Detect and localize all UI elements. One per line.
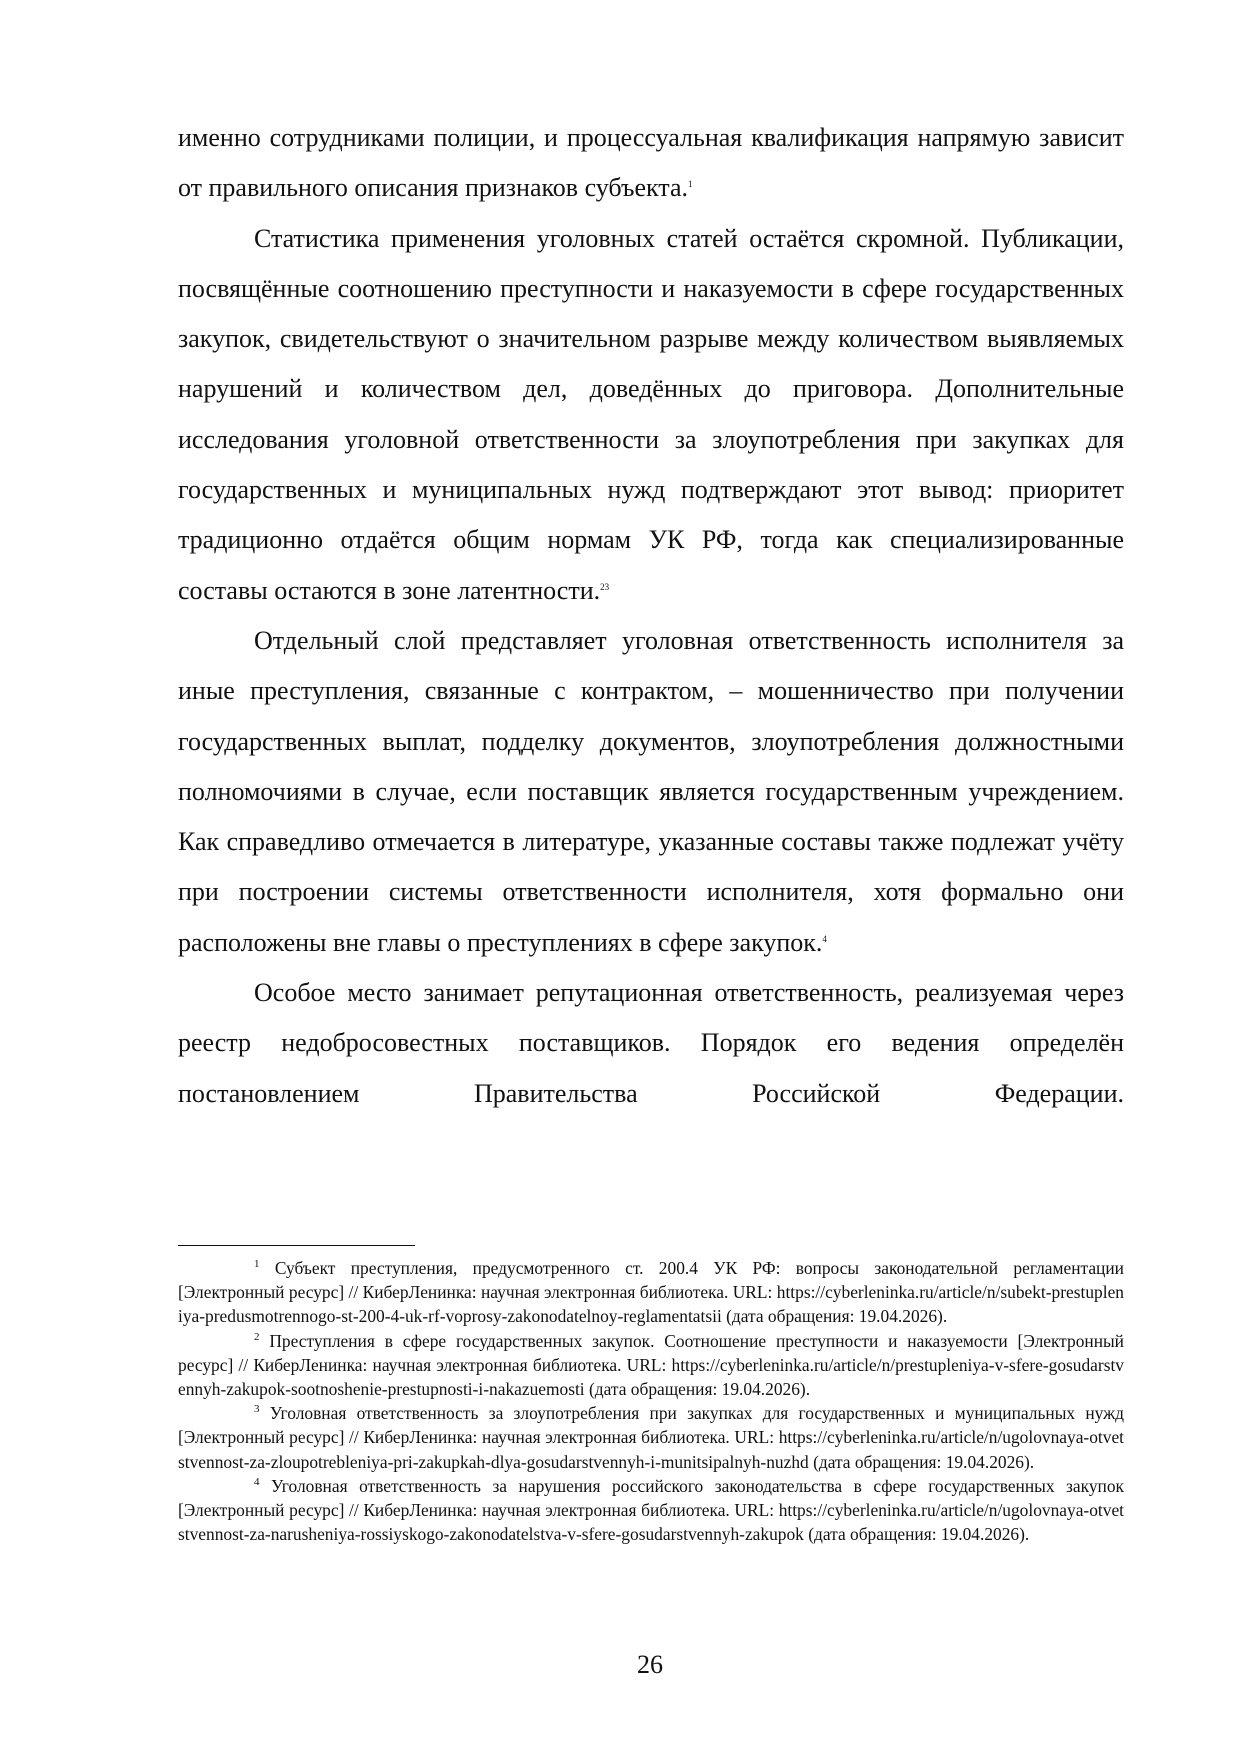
body-text [178,113,1124,1119]
paragraph-2: Статистика применения уголовных статей остаётся скромной. Публикации, посвящённые соотношению преступности и наказуемости в сфере государственных закупок, свидетельствуют о значительном разрыве между количеством выявляемых нарушений и количеством дел, доведённых до приговора. Дополнительные исследования уголовной ответственности за злоупотребления при закупках для государственных и муниципальных нужд подтверждают этот вывод: приоритет традиционно отдаётся общим нормам УК РФ, тогда как специализированные составы остаются в зоне латентности.$^{23}$ [178,223,1124,605]
footnote-link[interactable]: https://cyberleninka.ru/article/n/subekt-prestupleniya-predusmotrennogo-st-200-4-uk-rf-voprosy-zakonodatelnoy-reglamentatsii [178,1282,1124,1327]
footnote-number: 1 [254,1258,260,1270]
footnote-reference-4: 4 [822,933,827,944]
footnote-link[interactable]: https://cyberleninka.ru/article/n/ugolovnaya-otvetstvennost-za-zloupotrebleniya-pri-zakupkah-dlya-gosudarstvennyh-i-munitsipalnyh-nuzhd [178,1427,1124,1472]
paragraph-4: Особое место занимает репутационная ответственность, реализуемая через реестр недобросовестных поставщиков. Порядок его ведения определён постановлением Правительства Российской Федерации. [178,978,1124,1108]
footnote-number: 2 [254,1330,260,1343]
footnote-2: $^2$ Преступления в сфере государственных закупок. Соотношение преступности и наказуемости [Электронный ресурс] // КиберЛенинка: научная электронная библиотека. URL: https://cyberleninka.ru/article/n/prestupleniya-v-sfere-gosudarstvennyh-zakupok-sootnoshenie-prestupnosti-i-nakazuemosti (дата обращения: 19.04.2026). [178,1330,1124,1400]
footnotes [178,1256,1124,1546]
footnote-1: $^1$ Субъект преступления, предусмотренного ст. 200.4 УК РФ: вопросы законодательной регламентации [Электронный ресурс] // КиберЛенинка: научная электронная библиотека. URL: https://cyberleninka.ru/article/n/subekt-prestupleniya-predusmotrennogo-st-200-4-uk-rf-voprosy-zakonodatelnoy-reglamentatsii (дата обращения: 19.04.2026). [178,1258,1124,1327]
footnote-number: 3 [254,1403,260,1416]
footnote-link[interactable]: https://cyberleninka.ru/article/n/ugolovnaya-otvetstvennost-za-narusheniya-rossiyskogo-zakonodatelstva-v-sfere-gosudarstvennyh-zakupok [178,1500,1124,1545]
footnote-3: $^3$ Уголовная ответственность за злоупотребления при закупках для государственных и муниципальных нужд [Электронный ресурс] // КиберЛенинка: научная электронная библиотека. URL: https://cyberleninka.ru/article/n/ugolovnaya-otvetstvennost-za-zloupotrebleniya-pri-zakupkah-dlya-gosudarstvennyh-i-munitsipalnyh-nuzhd (дата обращения: 19.04.2026). [178,1403,1124,1472]
footnote-link[interactable]: https://cyberleninka.ru/article/n/prestupleniya-v-sfere-gosudarstvennyh-zakupok-sootnoshenie-prestupnosti-i-nakazuemosti [178,1354,1124,1400]
page-number: 26 [637,1650,663,1679]
footnote-reference-23: 23 [600,581,610,592]
paragraph-3: Отдельный слой представляет уголовная ответственность исполнителя за иные преступления, связанные с контрактом, – мошенничество при получении государственных выплат, подделку документов, злоупотребления должностными полномочиями в случае, если поставщик является государственным учреждением. Как справедливо отмечается в литературе, указанные составы также подлежат учёту при построении системы ответственности исполнителя, хотя формально они расположены вне главы о преступлениях в сфере закупок.$^4$ [178,625,1124,957]
footnote-4: $^4$ Уголовная ответственность за нарушения российского законодательства в сфере государственных закупок [Электронный ресурс] // КиберЛенинка: научная электронная библиотека. URL: https://cyberleninka.ru/article/n/ugolovnaya-otvetstvennost-za-narusheniya-rossiyskogo-zakonodatelstva-v-sfere-gosudarstvennyh-zakupok (дата обращения: 19.04.2026). [178,1475,1124,1545]
paragraph-1: именно сотрудниками полиции, и процессуальная квалификация напрямую зависит от правильного описания признаков субъекта.$^1$ [178,123,1124,203]
footnote-reference-1: 1 [688,179,693,190]
footnote-separator [178,1245,415,1246]
footnote-number: 4 [254,1475,260,1488]
